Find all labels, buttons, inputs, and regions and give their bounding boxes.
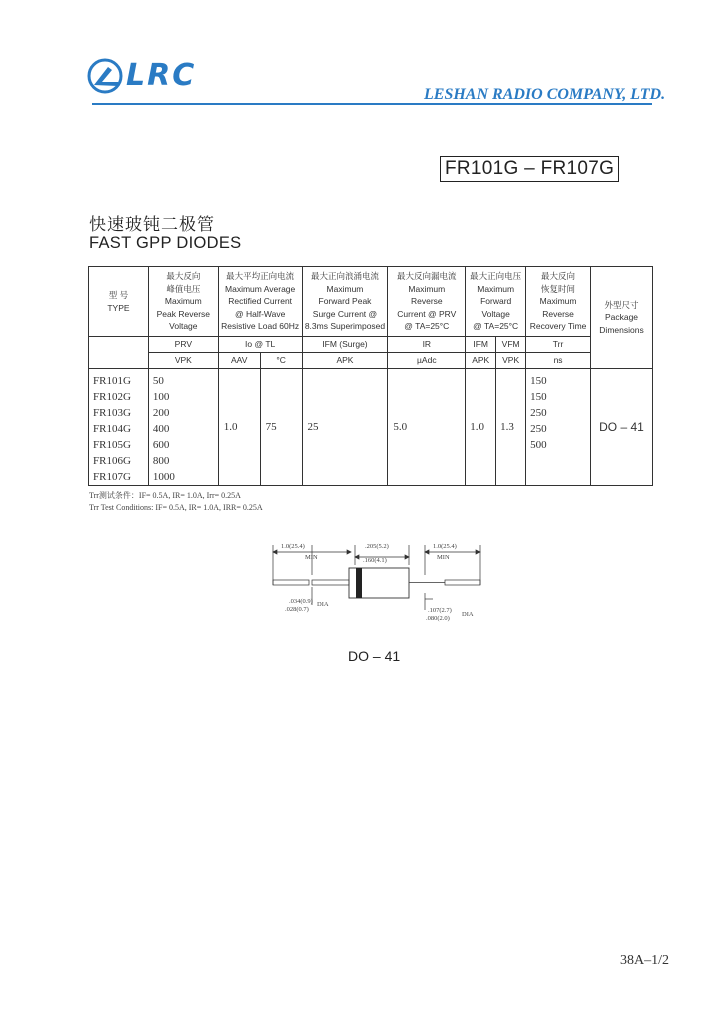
tl-value: 75 [260, 369, 302, 486]
dim-lead-dia: .034(0.9) [289, 598, 313, 605]
hdr-prv: 最大反向 峰值电压 Maximum Peak Reverse Voltage [148, 267, 218, 337]
trr-list: 150 150 250 250 500 [526, 369, 591, 486]
sym-surge: IFM (Surge) [302, 337, 388, 353]
dim-body-len2: .160(4.1) [363, 557, 387, 564]
sym-io: Io @ TL [218, 337, 302, 353]
hdr-vf: 最大正向电压 Maximum Forward Voltage @ TA=25°C [466, 267, 526, 337]
hdr-io: 最大平均正向电流 Maximum Average Rectified Current @ Half-Wave Resistive Load 60Hz [218, 267, 302, 337]
hdr-package: 外型尺寸 Package Dimensions [591, 267, 653, 369]
dim-body-dia: .107(2.7) [428, 607, 452, 614]
dim-lead-len: 1.0(25.4) [281, 543, 305, 550]
logo-text: LRC [126, 58, 197, 93]
hdr-ir: 最大反向漏电流 Maximum Reverse Current @ PRV @ TA=25°C [388, 267, 466, 337]
dim-body-len: .205(5.2) [365, 543, 389, 550]
sym-ifm: IFM [466, 337, 496, 353]
prv-list: 50 100 200 400 600 800 1000 [148, 369, 218, 486]
logo-emblem-icon [86, 57, 126, 95]
note-en: Trr Test Conditions: IF= 0.5A, IR= 1.0A, IRR= 0.25A [89, 503, 263, 512]
dim-body-dia-label: DIA [462, 611, 474, 618]
ifm-value: 1.0 [466, 369, 496, 486]
dim-lead-dia-label: DIA [317, 601, 329, 608]
unit-ir: µAdc [388, 353, 466, 369]
page-number: 38A–1/2 [620, 953, 669, 968]
title-chinese: 快速玻钝二极管 [89, 215, 215, 234]
spec-table [88, 266, 653, 486]
ir-value: 5.0 [388, 369, 466, 486]
hdr-type: 型 号 TYPE [89, 267, 149, 337]
hdr-surge: 最大正向浪涌电流 Maximum Forward Peak Surge Current @ 8.3ms Superimposed [302, 267, 388, 337]
part-range: FR101G – FR107G [440, 156, 619, 182]
unit-io: AAV [218, 353, 260, 369]
unit-tl: °C [260, 353, 302, 369]
data-row [89, 369, 653, 486]
dim-lead-min: MIN [305, 554, 318, 561]
note-cn: Trr测试条件：IF= 0.5A, IR= 1.0A, Irr= 0.25A [89, 491, 241, 500]
dim-lead-min-r: MIN [437, 554, 450, 561]
header-row [89, 267, 653, 337]
dim-lead-len-r: 1.0(25.4) [433, 543, 457, 550]
hdr-trr: 最大反向 恢复时间 Maximum Reverse Recovery Time [526, 267, 591, 337]
unit-vfm: VPK [496, 353, 526, 369]
header-rule [92, 103, 652, 105]
unit-trr: ns [526, 353, 591, 369]
vfm-value: 1.3 [496, 369, 526, 486]
company-name: LESHAN RADIO COMPANY, LTD. [424, 86, 666, 103]
unit-prv: VPK [148, 353, 218, 369]
cathode-band [356, 568, 362, 598]
unit-row [89, 353, 653, 369]
sym-trr: Trr [526, 337, 591, 353]
dim-lead-dia2: .028(0.7) [285, 606, 309, 613]
diagram-label: DO – 41 [348, 648, 401, 664]
unit-surge: APK [302, 353, 388, 369]
type-list: FR101G FR102G FR103G FR104G FR105G FR106G FR107G [89, 369, 149, 486]
package-value: DO – 41 [591, 369, 653, 486]
sym-prv: PRV [148, 337, 218, 353]
sym-ir: IR [388, 337, 466, 353]
title-english: FAST GPP DIODES [89, 234, 242, 252]
sym-vfm: VFM [496, 337, 526, 353]
io-value: 1.0 [218, 369, 260, 486]
symbol-row [89, 337, 653, 353]
dim-body-dia2: .080(2.0) [426, 615, 450, 622]
surge-value: 25 [302, 369, 388, 486]
unit-ifm: APK [466, 353, 496, 369]
do41-outline-drawing [265, 535, 495, 630]
logo [86, 55, 216, 97]
